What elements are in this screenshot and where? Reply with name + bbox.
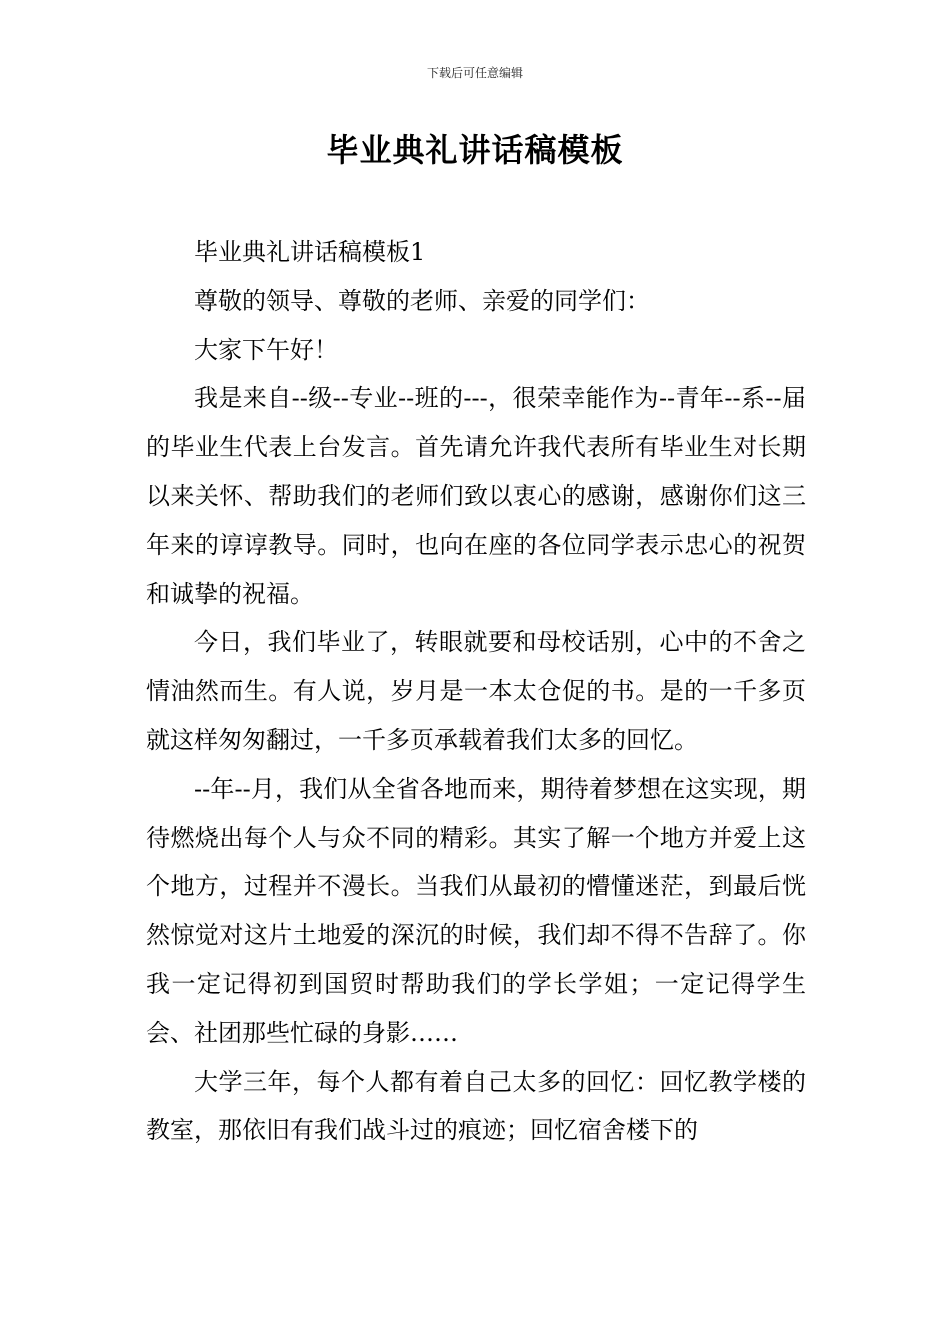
- paragraph-salutation: 尊敬的领导、尊敬的老师、亲爱的同学们：: [194, 286, 650, 315]
- document-body: [146, 228, 806, 1155]
- paragraph-greeting: 大家下午好！: [194, 335, 338, 364]
- paragraph: 今日，我们毕业了，转眼就要和母校话别，心中的不舍之情油然而生。有人说，岁月是一本太仓促的书。是的一千多页就这样匆匆翻过，一千多页承载着我们太多的回忆。: [146, 628, 806, 754]
- document-title: 毕业典礼讲话稿模板: [326, 131, 624, 169]
- header-note: 下载后可任意编辑: [426, 66, 523, 80]
- paragraph: 我是来自--级--专业--班的---，很荣幸能作为--青年--系--届的毕业生代表上台发言。首先请允许我代表所有毕业生对长期以来关怀、帮助我们的老师们致以衷心的感谢，感谢你们这三年来的谆谆教导。同时，也向在座的各位同学表示忠心的祝贺和诚挚的祝福。: [146, 384, 806, 608]
- paragraph-subtitle: 毕业典礼讲话稿模板1: [194, 238, 426, 266]
- paragraph: 大学三年，每个人都有着自己太多的回忆：回忆教学楼的教室，那依旧有我们战斗过的痕迹；回忆宿舍楼下的: [146, 1067, 806, 1145]
- paragraph: --年--月，我们从全省各地而来，期待着梦想在这实现，期待燃烧出每个人与众不同的精彩。其实了解一个地方并爱上这个地方，过程并不漫长。当我们从最初的懵懂迷茫，到最后恍然惊觉对这片土地爱的深沉的时候，我们却不得不告辞了。你我一定记得初到国贸时帮助我们的学长学姐；一定记得学生会、社团那些忙碌的身影……: [146, 774, 806, 1047]
